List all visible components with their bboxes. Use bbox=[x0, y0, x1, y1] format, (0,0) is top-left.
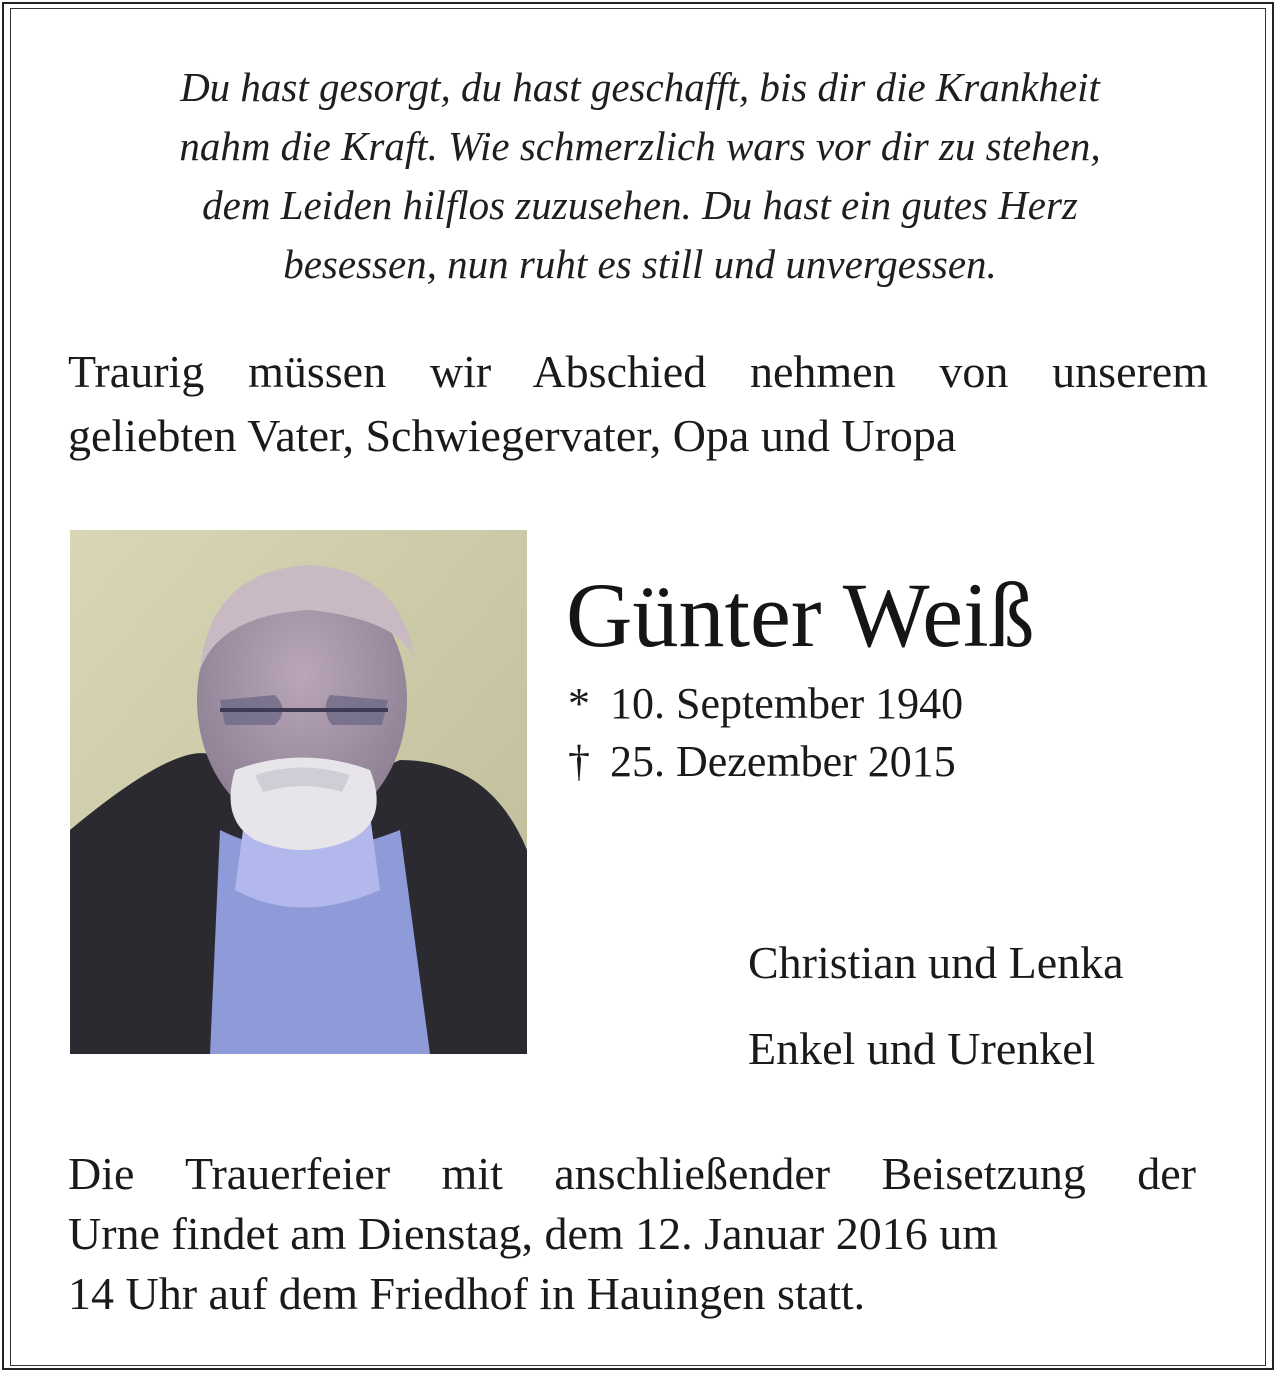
ceremony-line: Urne findet am Dienstag, dem 12. Januar 2016 um bbox=[68, 1208, 998, 1259]
poem-line: dem Leiden hilflos zuzusehen. Du hast ein gutes Herz bbox=[202, 182, 1078, 228]
poem-line: Du hast gesorgt, du hast geschafft, bis dir die Krankheit bbox=[180, 64, 1100, 110]
memorial-poem bbox=[40, 58, 1240, 294]
birth-symbol: * bbox=[568, 679, 590, 728]
mourner-line: Christian und Lenka bbox=[748, 937, 1124, 988]
poem-line: besessen, nun ruht es still und unvergessen. bbox=[283, 241, 997, 287]
mourners bbox=[748, 920, 1124, 1092]
birth-date: 10. September 1940 bbox=[610, 679, 964, 728]
ceremony-line: Die Trauerfeier mit anschließender Beisetzung der bbox=[68, 1148, 1196, 1199]
life-dates bbox=[568, 675, 963, 791]
funeral-notice bbox=[68, 1144, 1196, 1324]
mourner-line: Enkel und Urenkel bbox=[748, 1023, 1096, 1074]
death-symbol: † bbox=[568, 737, 590, 786]
deceased-name: Günter Weiß bbox=[566, 564, 1035, 666]
announcement-intro bbox=[68, 340, 1208, 468]
intro-line: geliebten Vater, Schwiegervater, Opa und Uropa bbox=[68, 410, 957, 461]
intro-line: Traurig müssen wir Abschied nehmen von unserem bbox=[68, 346, 1208, 397]
death-date: 25. Dezember 2015 bbox=[610, 737, 956, 786]
portrait-photo bbox=[70, 530, 527, 1054]
birth-row bbox=[568, 675, 963, 733]
ceremony-line: 14 Uhr auf dem Friedhof in Hauingen statt. bbox=[68, 1268, 866, 1319]
poem-line: nahm die Kraft. Wie schmerzlich wars vor dir zu stehen, bbox=[179, 123, 1101, 169]
death-row bbox=[568, 733, 963, 791]
